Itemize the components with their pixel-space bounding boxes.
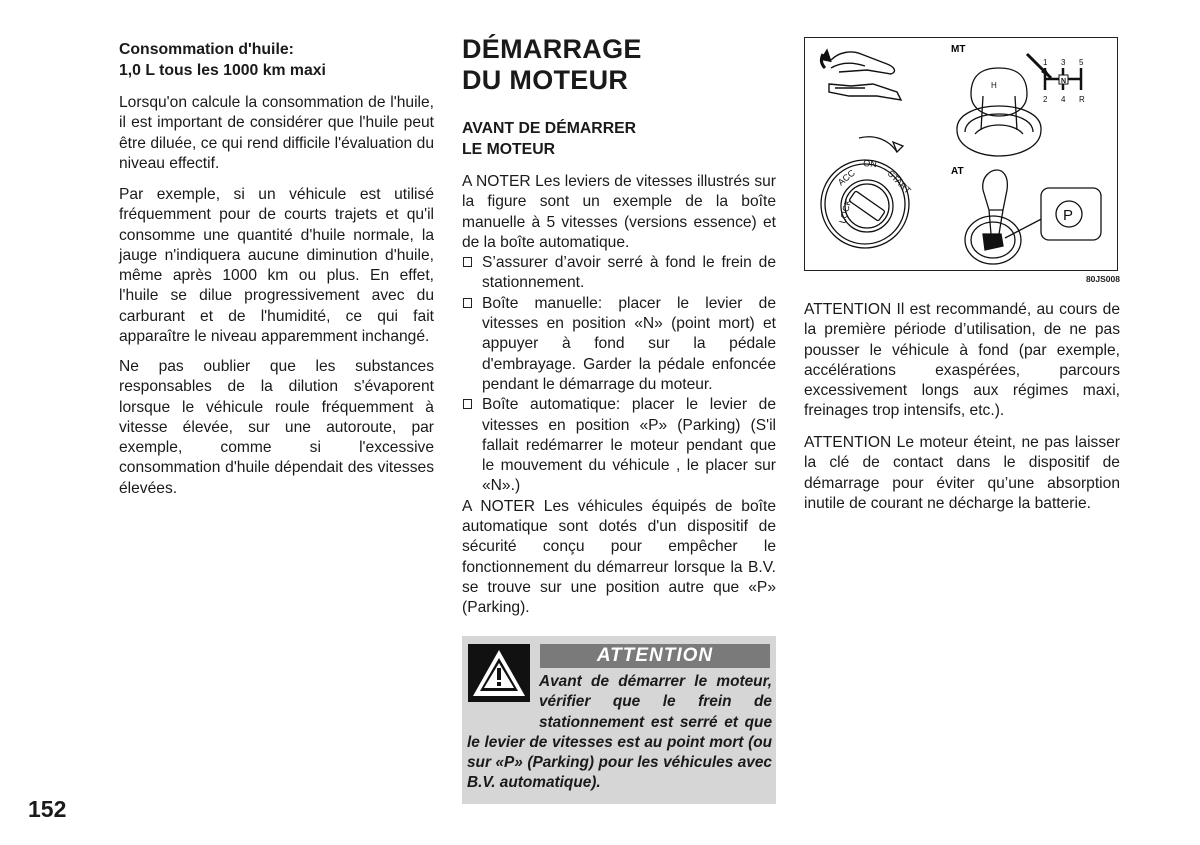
attention-body: Avant de démarrer le moteur, vérifier que le frein de stationnement est serré et que le levier de vitesses est au point mort (ou sur «P» (Parking) pour les véhicules avec B.V. automatique). — [467, 673, 772, 792]
instructions-block — [462, 172, 776, 619]
gear-label-r: R — [1079, 95, 1085, 104]
bullet-automatic-gearbox — [462, 395, 776, 496]
attention-heading: ATTENTION — [540, 644, 770, 668]
gear-label-3: 3 — [1061, 58, 1066, 67]
note-safety-device: A NOTER Les véhicules équipés de boîte automatique sont dotés d'un dispositif de sécurité conçu pour empêcher le fonctionnement du démarreur lorsque la B.V. se trouve sur une position autre que «P» (Parking). — [462, 497, 776, 617]
svg-text:H: H — [991, 81, 997, 90]
gear-label-5: 5 — [1079, 58, 1084, 67]
gear-labels — [1043, 58, 1085, 104]
gear-label-4: 4 — [1061, 95, 1066, 104]
gear-label-2: 2 — [1043, 95, 1048, 104]
gear-label-1: 1 — [1043, 58, 1048, 67]
parking-brake-icon — [821, 50, 901, 100]
paragraph-attention-2: ATTENTION Le moteur éteint, ne pas laisser la clé de contact dans le dispositif de démarrage pour éviter qu’une absorption inutile de courant ne décharge la batterie. — [804, 434, 1120, 512]
title-line-2: DU MOTEUR — [462, 65, 629, 95]
heading-line-2: 1,0 L tous les 1000 km maxi — [119, 62, 326, 79]
ignition-switch-icon — [821, 137, 909, 248]
ignition-label-lock: LOCK — [837, 198, 854, 225]
manual-gear-knob-icon — [957, 68, 1041, 156]
paragraph-oil-3: Ne pas oublier que les substances responsables de la dilution s'évaporent lorsque le véhicule roule fréquemment à vitesse élevée, sur une autoroute, par exemple, comme si l'excessive consommation d'huile dépendait des vitesses élevées. — [119, 358, 434, 497]
figure-label-at: AT — [951, 166, 964, 177]
automatic-gear-lever-icon — [965, 170, 1101, 264]
note-gear-levers: A NOTER Les leviers de vitesses illustrés sur la figure sont un exemple de la boîte manuelle à 5 vitesses (versions essence) et de la boîte automatique. — [462, 173, 776, 251]
icon-spacer — [467, 672, 539, 714]
paragraph-attention-1: ATTENTION Il est recommandé, au cours de la première période d’utilisation, de ne pas pousser le véhicule à fond (par exemple, accélérations exaspérées, parcours excessivement longs aux régimes maxi, freinages trop intensifs, etc.). — [804, 301, 1120, 420]
subtitle-line-2: LE MOTEUR — [462, 141, 556, 158]
gear-lever-illustration — [805, 38, 1117, 270]
page-number: 152 — [28, 796, 67, 822]
shift-pattern-diagram — [1027, 54, 1081, 90]
bullet-text: Boîte automatique: placer le levier de vitesses en position «P» (Parking) (S'il fallait redémarrer le moteur pendant que le mouvement du véhicule , le placer sur «N».) — [482, 396, 776, 495]
subtitle-line-1: AVANT DE DÉMARRER — [462, 120, 637, 137]
section-title — [462, 34, 642, 96]
oil-consumption-heading — [119, 39, 326, 81]
gear-label-n: N — [1061, 78, 1067, 85]
gear-label-p: P — [1063, 207, 1074, 224]
checkbox-bullet-icon — [463, 399, 472, 409]
bullet-text: Boîte manuelle: placer le levier de vitesses en position «N» (point mort) et appuyer à fond sur la pédale d'embrayage. Garder la pédale enfoncée pendant le démarrage du moteur. — [482, 294, 776, 393]
paragraph-oil-2: Par exemple, si un véhicule est utilisé fréquemment pour de courts trajets et qu'il consomme une quantité d'huile normale, la jauge n'indiquera aucune diminution d'huile, même après 1000 km ou plus. En effet, l'huile se dilue progressivement avec du carburant et de l'humidité, ce qui fait apparaître le niveau apparemment inchangé. — [119, 186, 434, 346]
ignition-label-start: START — [885, 168, 913, 196]
bullet-manual-gearbox — [462, 294, 776, 395]
bullet-text: S’assurer d’avoir serré à fond le frein de stationnement. — [482, 254, 776, 292]
figure-code: 80JS008 — [1085, 274, 1120, 284]
ignition-label-acc: ACC — [835, 167, 857, 188]
paragraph-oil-1: Lorsqu'on calcule la consommation de l'huile, il est important de considérer que l'huile peut être diluée, ce qui rend difficile l'évaluation du niveau effectif. — [119, 94, 434, 172]
checkbox-bullet-icon — [463, 257, 472, 267]
title-line-1: DÉMARRAGE — [462, 34, 642, 64]
checkbox-bullet-icon — [463, 298, 472, 308]
ignition-label-on: ON — [862, 158, 878, 170]
heading-line-1: Consommation d'huile: — [119, 41, 294, 58]
figure-label-mt: MT — [951, 44, 966, 55]
attention-text — [467, 672, 772, 794]
attention-box — [462, 636, 776, 804]
bullet-parking-brake — [462, 253, 776, 294]
section-subtitle — [462, 118, 636, 160]
gear-lever-figure — [804, 37, 1118, 271]
